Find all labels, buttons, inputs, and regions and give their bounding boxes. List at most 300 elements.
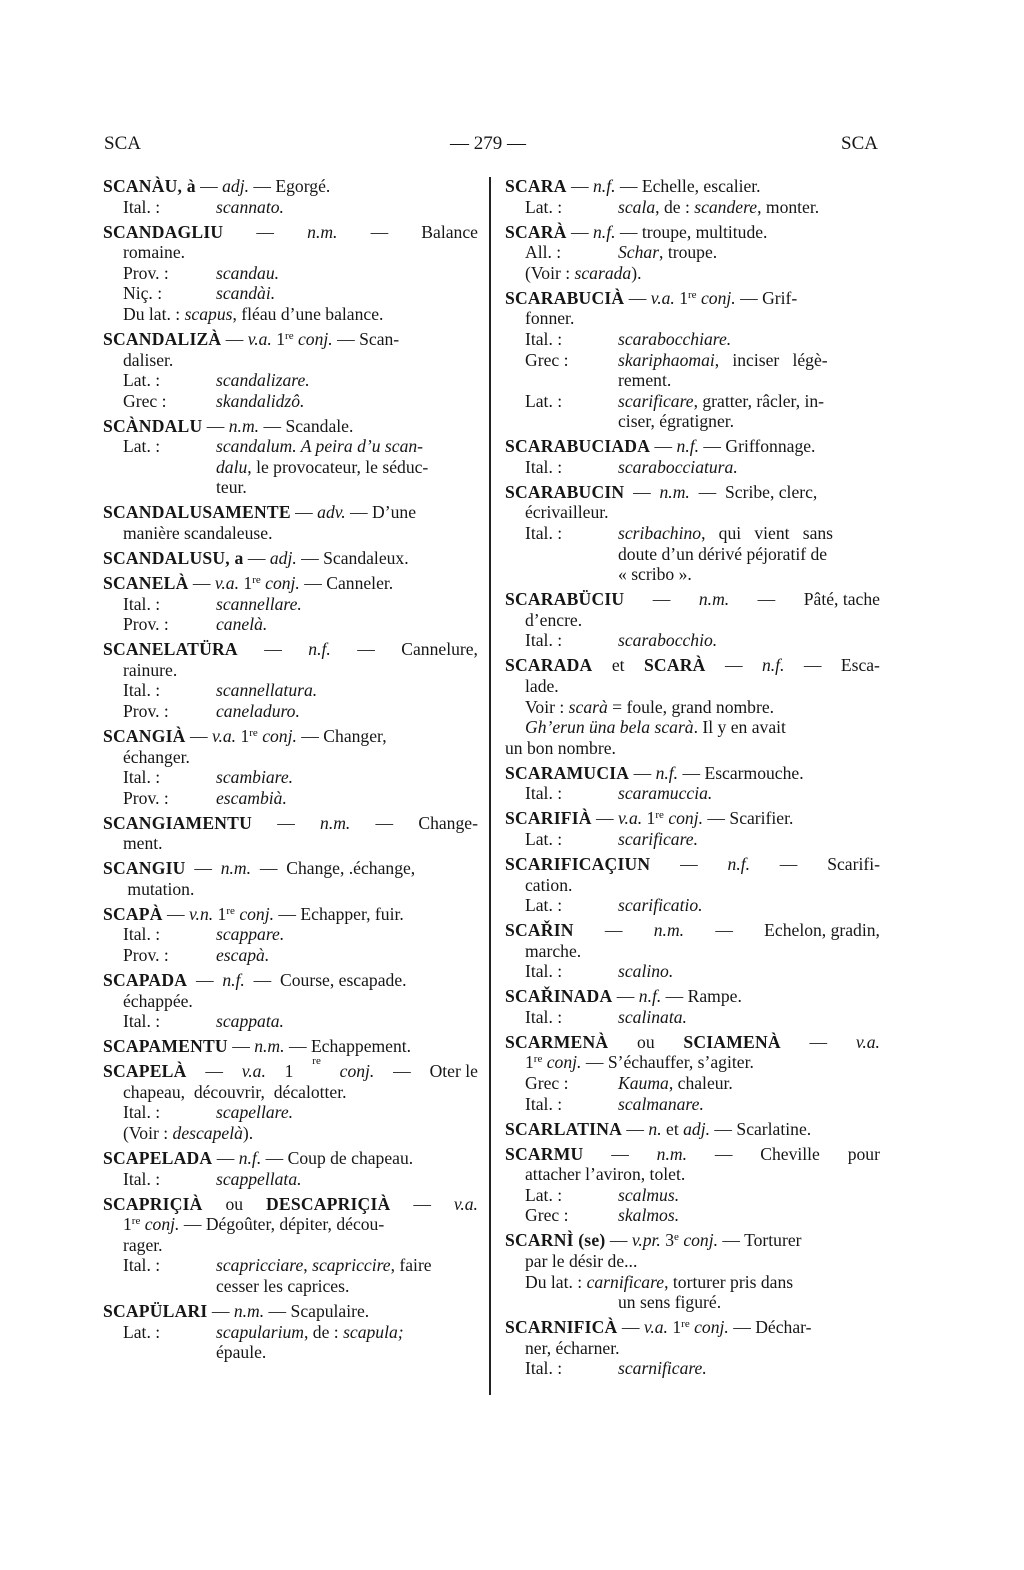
definition-line (103, 242, 478, 263)
dictionary-entry (505, 920, 880, 982)
line-text (525, 875, 572, 896)
headword: SCANDAGLIU (103, 221, 224, 242)
italic-text: scalmus. (618, 1184, 680, 1205)
text: — (221, 328, 248, 349)
text: ner, écharner. (525, 1337, 620, 1358)
line-text (525, 1338, 620, 1359)
text: — Echapper, fuir. (274, 903, 404, 924)
text: ). (631, 262, 642, 283)
italic-text: scarabocchio. (618, 630, 718, 651)
line-text (525, 676, 559, 697)
text: Pâté, tache (803, 589, 880, 610)
text: — (624, 287, 651, 308)
italic-text: scalmanare. (618, 1093, 704, 1114)
italic-text: n.m. (659, 481, 690, 502)
language-label: Ital. : (525, 783, 563, 804)
text: — (357, 639, 375, 660)
italic-text: escapà. (216, 945, 270, 966)
text: — (195, 176, 223, 196)
etymology-line (505, 961, 880, 982)
italic-text: caneladuro. (216, 700, 300, 721)
italic-text: scannato. (216, 196, 284, 217)
text: , de : (655, 196, 695, 217)
headword: SCARABUCIÀ (505, 287, 625, 308)
line-text (123, 879, 194, 900)
dictionary-entry (505, 1119, 880, 1140)
text: Balance (421, 221, 478, 242)
language-label: Ital. : (525, 1093, 563, 1114)
line-text (103, 726, 387, 747)
text: un bon nombre. (505, 737, 616, 758)
line-text (618, 1073, 733, 1094)
headword-line (505, 986, 880, 1007)
headword: SCARABUCIN (505, 481, 625, 502)
dictionary-entry (103, 1055, 478, 1143)
language-label: Niç. : (123, 283, 163, 304)
text: lade. (525, 676, 559, 696)
dictionary-entry (505, 1230, 880, 1312)
headword-line (505, 482, 880, 503)
line-text (505, 738, 616, 759)
text: — (715, 920, 733, 941)
line-text (123, 833, 163, 854)
text: — (617, 1317, 644, 1338)
dictionary-entry (505, 763, 880, 804)
headword: SCARABUCIADA (505, 436, 651, 457)
dictionary-entry (103, 1036, 478, 1057)
dictionary-entry (505, 655, 880, 758)
italic-text: v.a. (650, 287, 675, 308)
right-column (505, 176, 880, 1383)
language-label: Ital. : (123, 767, 161, 788)
etymology-line (505, 523, 880, 544)
text: — (256, 221, 275, 242)
italic-text: scappellata. (216, 1168, 302, 1189)
italic-text: scaramuccia. (618, 783, 713, 804)
dictionary-entry (103, 858, 478, 899)
text: — (757, 589, 776, 610)
language-label: Prov. : (123, 700, 169, 721)
headword-line (505, 436, 880, 457)
etymology-line (505, 457, 880, 478)
language-label: Lat. : (525, 1184, 563, 1205)
headword: SCARA (505, 176, 567, 196)
headword-line (103, 813, 478, 834)
line-text (618, 895, 703, 916)
line-text (505, 808, 793, 829)
text: — (591, 808, 619, 829)
language-label: Grec : (525, 1073, 569, 1094)
headword: SCANGIÀ (103, 725, 186, 746)
text: Oter le (429, 1061, 478, 1082)
text: — (611, 1143, 629, 1164)
text: 1 (674, 287, 689, 308)
text: — (629, 762, 656, 783)
line-text (505, 763, 804, 784)
text: — (207, 1300, 234, 1321)
language-label: Ital. : (123, 680, 161, 701)
language-label: Prov. : (123, 945, 169, 966)
line-text (618, 630, 717, 651)
line-text (103, 416, 353, 437)
italic-text: conj. (265, 573, 300, 594)
headword: SCAPRIÇIÀ (103, 1193, 203, 1214)
superscript: re (226, 904, 235, 917)
headword: SCANGIAMENTU (103, 812, 253, 833)
dictionary-entry (505, 436, 880, 477)
italic-text: n.m. (698, 589, 730, 610)
etymology-line (505, 329, 880, 350)
italic-text: conj. (298, 328, 333, 349)
text: un sens figuré. (618, 1292, 722, 1313)
text: écrivailleur. (525, 502, 609, 523)
italic-text: v.n. (189, 903, 214, 924)
line-text (216, 1011, 284, 1032)
italic-text: scarabocchiare. (618, 328, 732, 349)
text: — (779, 853, 798, 874)
text: Cannelure, (401, 639, 478, 660)
definition-line (505, 1164, 880, 1185)
text: — Scandale. (259, 415, 354, 436)
text: manière scandaleuse. (123, 523, 273, 544)
language-label: Ital. : (123, 1168, 161, 1189)
italic-text: scannellare. (216, 593, 302, 614)
italic-text: conj. (339, 1061, 375, 1082)
dictionary-entry (103, 573, 478, 635)
line-text (525, 941, 581, 962)
line-text (505, 1230, 802, 1251)
text: (Voir : (525, 262, 575, 283)
italic-text: scarada (574, 262, 632, 283)
etymology-line (505, 1073, 880, 1094)
text: cesser les caprices. (216, 1275, 350, 1296)
superscript: re (312, 1055, 321, 1068)
superscript: re (249, 726, 258, 739)
line-text (618, 783, 712, 804)
line-text (103, 548, 409, 569)
text: 1 (271, 328, 286, 349)
etymology-line (505, 1185, 880, 1206)
italic-text: n.m. (653, 920, 685, 941)
definition-line (505, 544, 880, 565)
dictionary-entry (505, 589, 880, 651)
text: — (187, 970, 223, 991)
text: — (650, 436, 677, 457)
superscript: re (533, 1053, 543, 1066)
line-text (525, 502, 609, 523)
italic-text: scarà (568, 696, 608, 717)
italic-text: scandau. (216, 262, 280, 283)
text: — Escarmouche. (678, 762, 804, 783)
headword-line (103, 970, 478, 991)
italic-text: carnificare (586, 1271, 665, 1292)
language-label: Grec : (123, 390, 167, 411)
italic-text: adj. (683, 1118, 711, 1139)
line-text (216, 945, 269, 966)
text: , (303, 1255, 313, 1276)
text: — Change, .échange, (251, 858, 416, 879)
text: — Rampe. (661, 986, 742, 1007)
language-label: Ital. : (123, 593, 161, 614)
line-text (216, 370, 310, 391)
line-text (618, 564, 692, 585)
text: ciser, égratigner. (618, 411, 735, 432)
italic-text: conj. (546, 1052, 582, 1073)
italic-text: v.pr. (631, 1230, 661, 1251)
dictionary-entry (505, 1032, 880, 1114)
headword-line (103, 416, 478, 437)
text: — Griffonnage. (699, 436, 816, 457)
line-text (123, 1123, 253, 1144)
text: daliser. (123, 349, 174, 370)
page-number: — 279 — (450, 133, 526, 154)
line-text (216, 767, 293, 788)
text: 1 (667, 1317, 682, 1338)
text: , qui vient sans (701, 523, 834, 544)
definition-line (505, 1251, 880, 1272)
headword-line (103, 1055, 478, 1082)
text: Du lat. : (123, 303, 185, 324)
line-text (103, 1301, 369, 1322)
headword: SCANDALUSU, a (103, 548, 244, 569)
language-label: Ital. : (123, 1011, 161, 1032)
italic-text: escambià. (216, 787, 287, 808)
text: et (611, 655, 625, 676)
text: pour (847, 1143, 880, 1164)
dictionary-entry (103, 970, 478, 1032)
line-text (618, 1358, 707, 1379)
line-text (103, 904, 404, 925)
line-text (525, 610, 582, 631)
italic-text: n.f. (727, 853, 750, 874)
text: — Canneler. (299, 573, 394, 594)
dictionary-entry (505, 288, 880, 432)
text: mutation. (123, 878, 195, 899)
line-text (216, 1255, 432, 1276)
text: par le désir de... (525, 1250, 638, 1271)
text: Echelon, gradin, (764, 920, 880, 941)
text: teur. (216, 477, 247, 498)
text: , le provocateur, le séduc- (247, 456, 429, 477)
definition-line (505, 370, 880, 391)
headword-line (505, 920, 880, 941)
definition-line (103, 991, 478, 1012)
italic-text: n.m. (656, 1143, 687, 1164)
italic-text: adv. (317, 502, 346, 523)
headword: SCARMU (505, 1143, 584, 1164)
left-column (103, 176, 478, 1367)
line-text (216, 788, 287, 809)
line-text (618, 457, 738, 478)
italic-text: conj. (668, 808, 704, 829)
text: 1 (284, 1061, 294, 1082)
text: — S’échauffer, s’agiter. (581, 1052, 754, 1073)
language-label: Ital. : (525, 328, 563, 349)
text: — (566, 176, 593, 196)
line-text (618, 523, 833, 544)
line-text (123, 1214, 384, 1235)
language-label: Lat. : (525, 895, 563, 916)
italic-text: descapelà (172, 1123, 243, 1143)
superscript: re (252, 574, 261, 587)
line-text (216, 197, 284, 218)
line-text (103, 970, 407, 991)
italic-text: conj. (683, 1230, 719, 1251)
line-text (618, 829, 698, 850)
line-text (103, 1036, 411, 1057)
etymology-line (103, 436, 478, 457)
text: — (612, 986, 639, 1007)
headword: SCARIFIÀ (505, 808, 592, 829)
headword: SCAPÀ (103, 903, 163, 924)
dictionary-entry (505, 854, 880, 916)
italic-text: v.a. (643, 1317, 668, 1338)
text: — (290, 502, 318, 523)
headword-line (103, 858, 478, 879)
italic-text: n.f. (222, 970, 245, 991)
text: — Course, escapade. (244, 970, 407, 991)
italic-text: v.a. (241, 1061, 266, 1082)
line-text (216, 391, 304, 412)
line-text (103, 176, 330, 197)
headword: SCANÀU, à (103, 176, 196, 196)
definition-line (103, 833, 478, 854)
definition-line (505, 697, 880, 718)
definition-line (505, 1052, 880, 1073)
text: Du lat. : (525, 1271, 587, 1292)
headword-line (103, 502, 478, 523)
text: — Scapulaire. (264, 1300, 370, 1321)
text: attacher l’aviron, tolet. (525, 1164, 686, 1185)
italic-text: v.a. (453, 1193, 478, 1214)
line-text (123, 991, 193, 1012)
etymology-line (505, 783, 880, 804)
italic-text: skandalidzô. (216, 390, 305, 411)
line-text (618, 1292, 721, 1313)
headword-line (103, 726, 478, 747)
line-text (505, 986, 742, 1007)
headword-line (505, 589, 880, 610)
headword: SCANDALIZÀ (103, 328, 222, 349)
definition-line (505, 263, 880, 284)
headword: SCARÀ (643, 655, 706, 676)
italic-text: scala (618, 196, 656, 217)
etymology-line (103, 767, 478, 788)
italic-text: scarabocciatura. (618, 456, 738, 477)
dictionary-entry (103, 813, 478, 854)
line-text (103, 573, 393, 594)
language-label: Ital. : (525, 1358, 563, 1379)
language-label: Ital. : (525, 630, 563, 651)
language-label: Lat. : (123, 1321, 161, 1342)
text: — Scarlatine. (710, 1118, 812, 1139)
text: 1 (525, 1052, 534, 1073)
definition-line (103, 747, 478, 768)
line-text (216, 701, 300, 722)
etymology-line (103, 263, 478, 284)
definition-line (505, 676, 880, 697)
running-head-right: SCA (841, 133, 878, 154)
headword-line (505, 763, 880, 784)
headword: SCANDALUSAMENTE (103, 502, 291, 523)
italic-text: scalino. (618, 961, 674, 982)
text: — Changer, (296, 725, 387, 746)
text: « scribo ». (618, 564, 692, 585)
italic-text: n.f. (593, 221, 616, 242)
line-text (525, 697, 774, 718)
italic-text: n.m. (254, 1036, 285, 1057)
text: chapeau, découvrir, décalotter. (123, 1081, 347, 1102)
line-text (618, 961, 673, 982)
text: — (185, 858, 221, 879)
line-text (505, 436, 815, 457)
headword: SCARLATINA (505, 1118, 623, 1139)
line-text (216, 680, 317, 701)
etymology-line (103, 1011, 478, 1032)
headword: SCARNIFICÀ (505, 1317, 618, 1338)
text: 1 (236, 725, 250, 746)
dictionary-entry (103, 416, 478, 498)
definition-line (103, 457, 478, 478)
etymology-line (103, 924, 478, 945)
language-label: All. : (525, 242, 562, 263)
italic-text: scapriccire (312, 1255, 391, 1276)
headword: SCAPAMENTU (103, 1036, 228, 1057)
headword-line (505, 1144, 880, 1165)
text: (Voir : (123, 1123, 173, 1143)
line-text (123, 350, 173, 371)
etymology-line (103, 680, 478, 701)
italic-text: n.f. (593, 176, 616, 196)
text: — (724, 655, 743, 676)
headword-line (505, 1032, 880, 1053)
text: — troupe, multitude. (615, 221, 768, 242)
italic-text: scandalum. A peira d’u scan- (216, 436, 424, 457)
text: marche. (525, 940, 582, 961)
italic-text: v.a. (211, 725, 237, 746)
headword: SCAPADA (103, 970, 188, 991)
line-text (123, 242, 185, 263)
line-text (123, 523, 272, 544)
text: fonner. (525, 308, 575, 329)
italic-text: scarificare (618, 390, 694, 411)
line-text (525, 1164, 685, 1185)
line-text (123, 1082, 347, 1103)
headword-line (505, 288, 880, 309)
line-text (618, 1007, 687, 1028)
line-text (103, 329, 399, 350)
headword: SCANELÀ (103, 573, 189, 594)
italic-text: scarificatio. (618, 895, 703, 916)
line-text (123, 304, 383, 325)
text: . Il y en avait (693, 717, 786, 738)
text: — (604, 920, 623, 941)
text: , gratter, râcler, in- (693, 390, 825, 411)
line-text (103, 502, 416, 523)
italic-text: n.f. (655, 762, 679, 783)
etymology-line (505, 1358, 880, 1379)
text: — Scribe, clerc, (689, 481, 818, 502)
etymology-line (505, 242, 880, 263)
italic-text: scappare. (216, 924, 285, 945)
italic-text: adj. (269, 548, 297, 569)
text: romaine. (123, 242, 186, 263)
definition-line (103, 1123, 478, 1144)
language-label: Lat. : (525, 828, 563, 849)
text: — (393, 1061, 411, 1082)
column-divider (489, 177, 491, 1395)
line-text (103, 858, 415, 879)
